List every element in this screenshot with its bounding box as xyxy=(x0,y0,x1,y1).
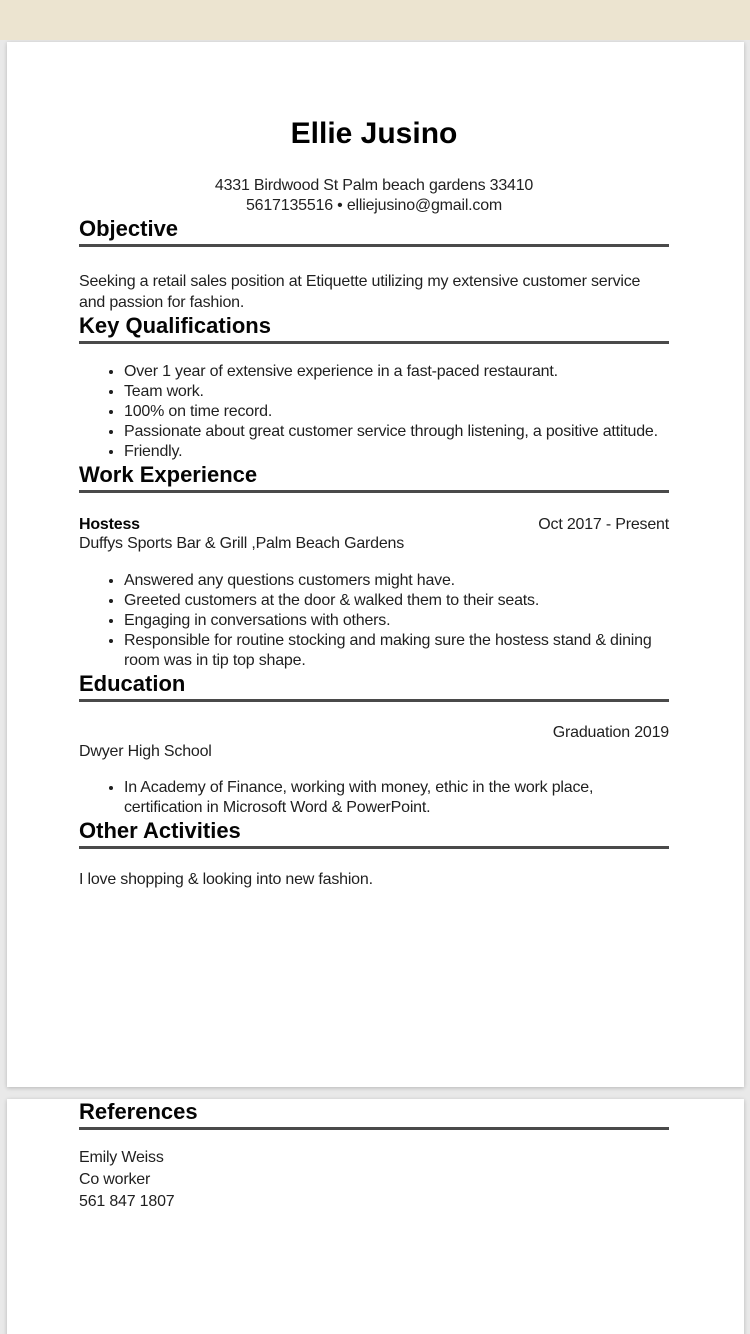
resume-page-1 xyxy=(7,42,744,1087)
reference-phone: 561 847 1807 xyxy=(79,1193,175,1210)
list-item: • Greeted customers at the door & walked them to their seats. xyxy=(124,591,669,611)
section-heading-objective: Objective xyxy=(79,216,669,247)
page-1-content xyxy=(7,116,744,890)
work-experience-list xyxy=(79,571,669,671)
other-activities-text: I love shopping & looking into new fashion. xyxy=(79,871,373,888)
contact-block xyxy=(79,176,669,216)
job-header-row xyxy=(79,515,669,534)
section-heading-work-experience: Work Experience xyxy=(79,462,669,493)
list-item: • In Academy of Finance, working with money, ethic in the work place, certification in Microsoft Word & PowerPoint. xyxy=(124,778,669,818)
resume-name: Ellie Jusino xyxy=(290,117,458,150)
resume-page-2 xyxy=(7,1099,744,1334)
section-heading-references: References xyxy=(79,1099,669,1130)
list-item: • 100% on time record. xyxy=(124,402,669,422)
status-bar-band xyxy=(0,0,750,40)
list-item: • Engaging in conversations with others. xyxy=(124,611,669,631)
list-item: • Friendly. xyxy=(124,442,669,462)
company-line: Duffys Sports Bar & Grill ,Palm Beach Gardens xyxy=(79,535,405,552)
objective-text: Seeking a retail sales position at Etiquette utilizing my extensive customer service and passion for fashion. xyxy=(79,273,641,311)
contact-phone-email: 5617135516 • elliejusino@gmail.com xyxy=(245,197,503,214)
reference-name: Emily Weiss xyxy=(79,1149,164,1166)
education-dates: Graduation 2019 xyxy=(552,724,669,741)
list-item: • Answered any questions customers might have. xyxy=(124,571,669,591)
list-item: • Responsible for routine stocking and making sure the hostess stand & dining room was in tip top shape. xyxy=(124,631,669,671)
page-2-content xyxy=(7,1099,744,1213)
job-dates: Oct 2017 - Present xyxy=(538,516,669,533)
job-title: Hostess xyxy=(79,516,140,533)
school-name: Dwyer High School xyxy=(79,743,212,760)
reference-relationship: Co worker xyxy=(79,1171,151,1188)
education-list xyxy=(79,778,669,818)
reference-block xyxy=(79,1147,669,1213)
section-heading-other-activities: Other Activities xyxy=(79,818,669,849)
section-heading-education: Education xyxy=(79,671,669,702)
contact-address: 4331 Birdwood St Palm beach gardens 33410 xyxy=(214,177,534,194)
list-item: • Over 1 year of extensive experience in a fast-paced restaurant. xyxy=(124,362,669,382)
list-item: • Passionate about great customer service through listening, a positive attitude. xyxy=(124,422,669,442)
key-qualifications-list xyxy=(79,362,669,462)
section-heading-key-qualifications: Key Qualifications xyxy=(79,313,669,344)
list-item: • Team work. xyxy=(124,382,669,402)
